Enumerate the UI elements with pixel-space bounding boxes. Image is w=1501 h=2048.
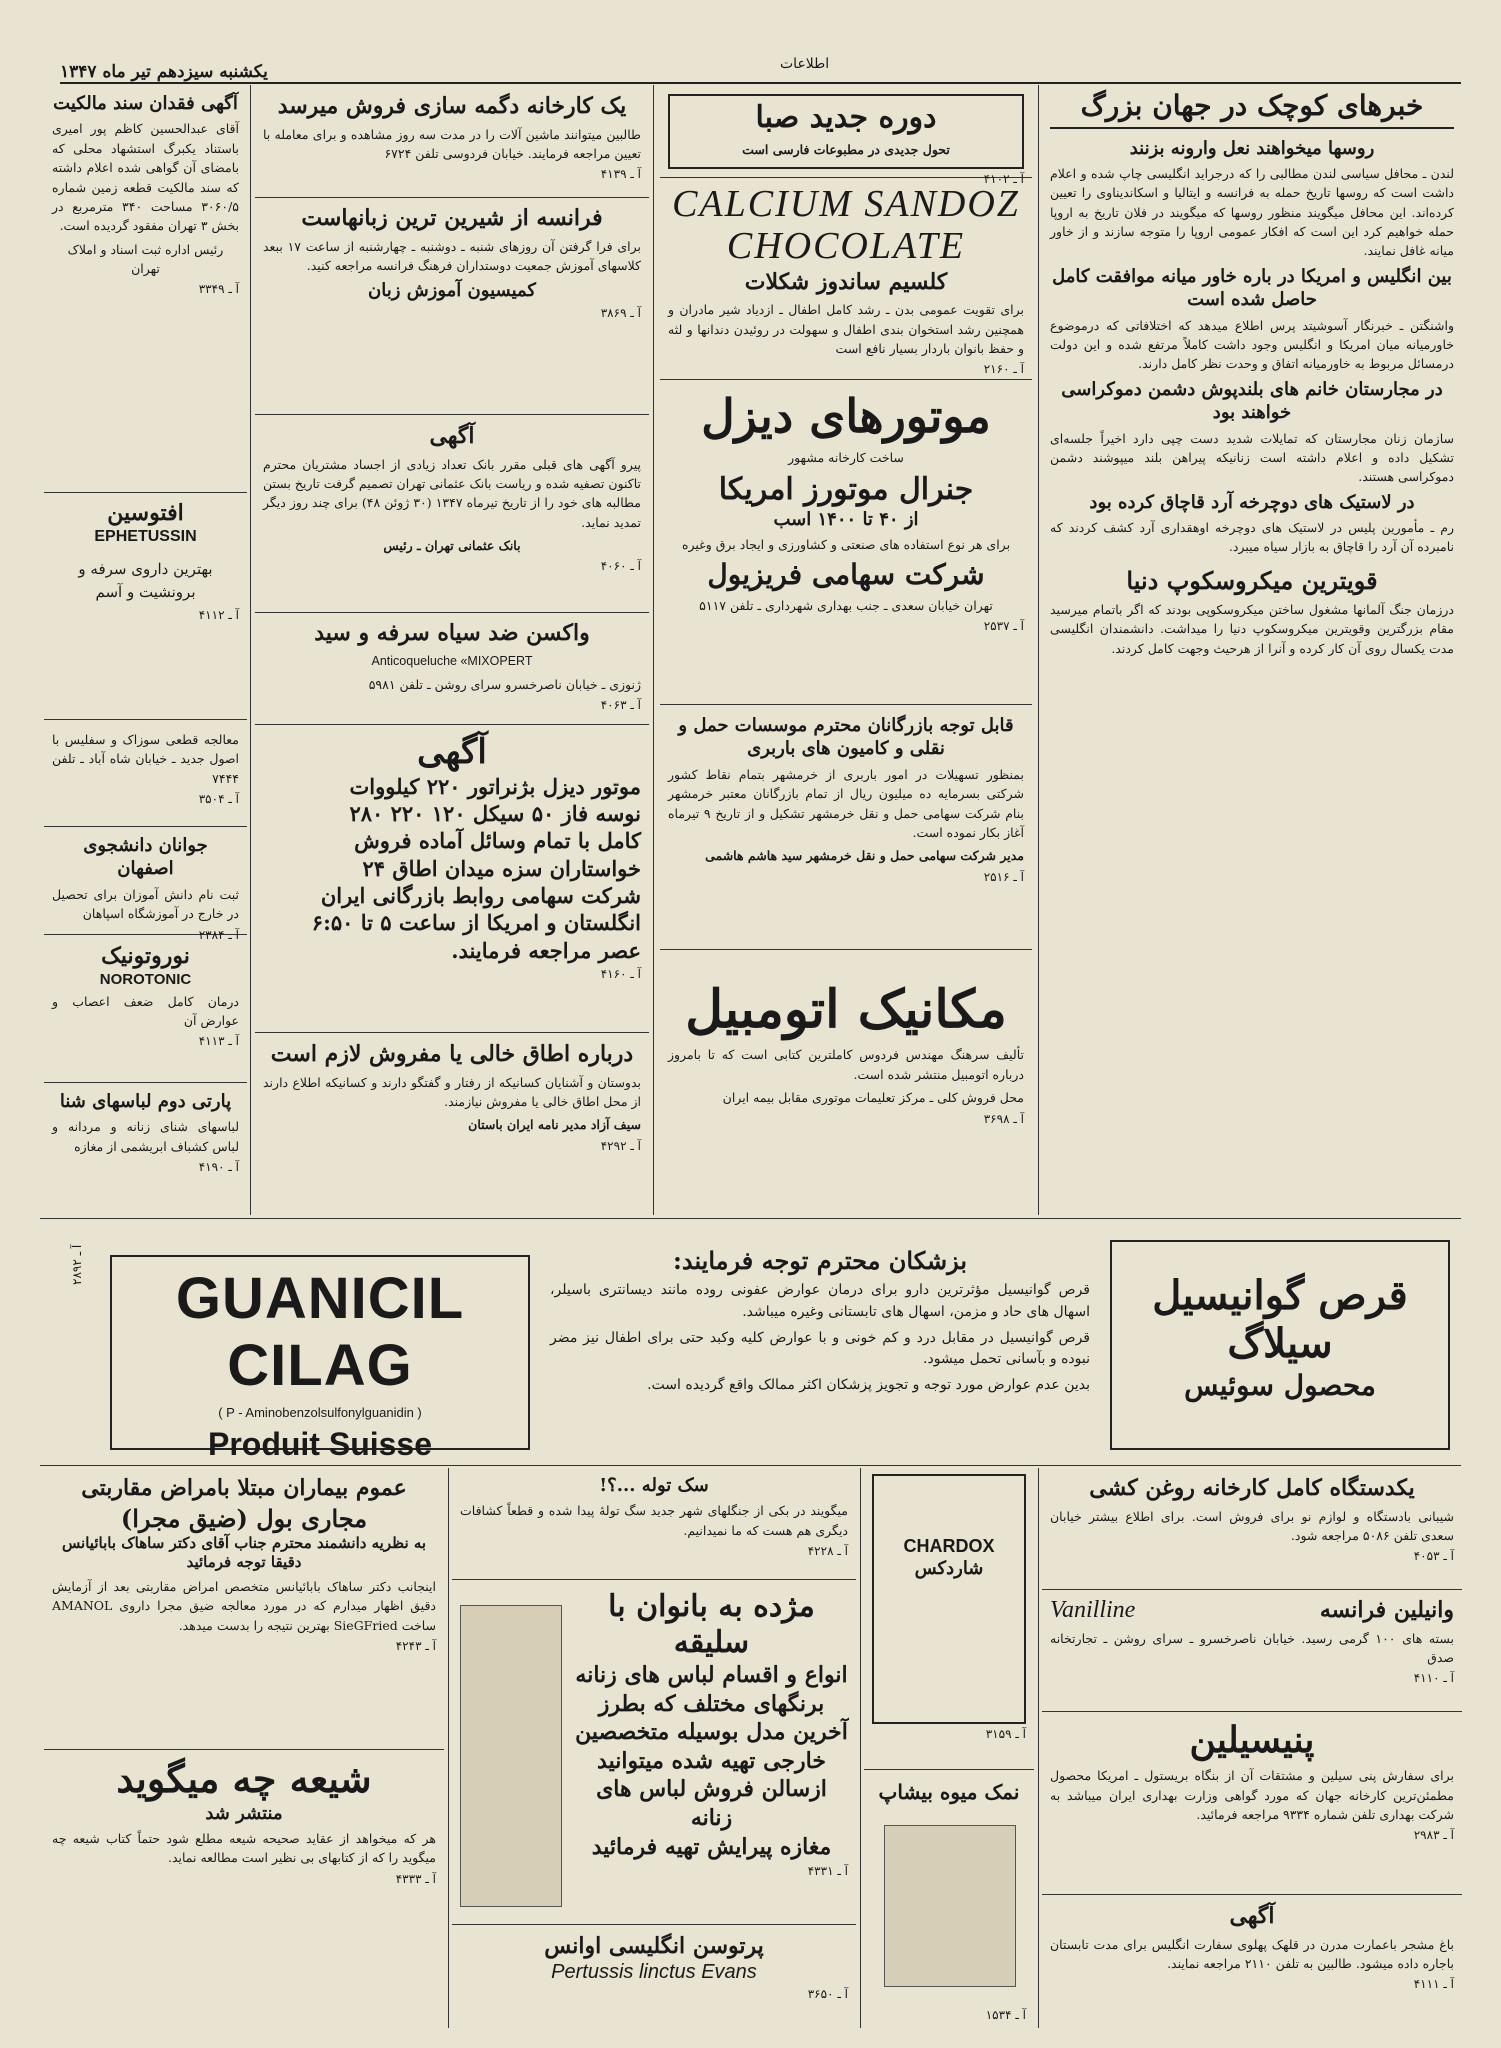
guanicil-notice: بزشکان محترم توجه فرمایند: bbox=[672, 1246, 968, 1275]
ad-code: آ ـ ۴۱۰۲ bbox=[983, 172, 1024, 187]
column-rule bbox=[1038, 1468, 1039, 2028]
ad-code: آ ـ ۳۵۰۴ bbox=[198, 792, 239, 807]
guanicil-persian-brand: قرص گوانیسیل سیلاگ bbox=[1152, 1272, 1408, 1367]
news-column-title: خبرهای کوچک در جهان بزرگ bbox=[1050, 89, 1454, 129]
generator-line-4: خواستاران سزه میدان اطاق ۲۴ bbox=[362, 855, 641, 881]
saba-subtitle: تحول جدیدی در مطبوعات فارسی است bbox=[742, 142, 950, 157]
garden-rent-ad bbox=[1042, 1898, 1462, 2028]
ad-code: آ ـ ۴۲۴۳ bbox=[395, 1638, 436, 1653]
ephetussin-latin: EPHETUSSIN bbox=[94, 527, 197, 545]
fruit-salt-bottle-image bbox=[884, 1825, 1016, 1987]
vanilla-header bbox=[1050, 1596, 1454, 1625]
guanicil-latin-subtitle: ( P - Aminobenzolsulfonylguanidin ) bbox=[218, 1405, 422, 1420]
swimwear-body: لباسهای شنای زنانه و مردانه و لباس کشباف ابریشمی از مغازه bbox=[52, 1119, 239, 1154]
shia-code-row bbox=[52, 1872, 436, 1886]
generator-code-row bbox=[263, 967, 641, 981]
transport-code-row bbox=[668, 870, 1024, 884]
dress-text-block bbox=[575, 1589, 848, 1878]
section-rule bbox=[40, 1218, 1461, 1219]
button-factory-code-row bbox=[263, 167, 641, 181]
swimwear-title: پارتی دوم لباسهای شنا bbox=[59, 1091, 232, 1112]
button-factory-ad bbox=[255, 88, 649, 198]
ad-code: آ ـ ۲۹۸۳ bbox=[1413, 1828, 1454, 1843]
pertussin-code-row bbox=[460, 1987, 848, 2001]
vanilla-persian: وانیلین فرانسه bbox=[1319, 1597, 1454, 1623]
transport-body: بمنظور تسهیلات در امور باربری از خرمشهر بتمام نقاط کشور شرکتی بسرمایه ده میلیون ریال از تمام بازرگانان معتبر خرمشهر بنام شرکت سهامی حمل و نقل خرمشهر تشکیل و از تاریخ ۹ تیرماه آغاز بکار نموده است. bbox=[668, 766, 1024, 840]
french-class-ad bbox=[255, 200, 649, 415]
room-wanted-title: درباره اطاق خالی یا مفروش لازم است bbox=[270, 1041, 634, 1067]
room-wanted-ad bbox=[255, 1036, 649, 1214]
generator-line-5: شرکت سهامی روابط بازرگانی ایران bbox=[320, 882, 641, 908]
puppy-title: سک توله ...؟! bbox=[599, 1475, 709, 1496]
clinic-body: معالجه قطعی سوزاک و سفلیس با اصول جدید ـ خیابان شاه آباد ـ تلفن ۷۴۴۴ bbox=[52, 732, 239, 786]
room-wanted-signature: سیف آزاد مدیر نامه ایران باستان bbox=[468, 1117, 641, 1133]
column-rule bbox=[448, 1468, 449, 2028]
isfahan-youth-title: جوانان دانشجوی اصفهان bbox=[83, 835, 208, 880]
transport-signature: مدیر شرکت سهامی حمل و نقل خرمشهر سید هاشم هاشمی bbox=[705, 848, 1024, 864]
masthead-bar bbox=[60, 52, 1461, 84]
news-body-3: سازمان زنان مجارستان که تمایلات شدید دست چپی دارد اخیراً جلسه‌ای تشکیل داده و اعلام داشته است زنانیکه پیراهن بلند میپوشند دشمن دموکراسی هستند. bbox=[1050, 430, 1454, 485]
garden-rent-body: باغ مشجر باعمارت مدرن در قلهک پهلوی سفارت انگلیس برای مدت تابستان باجاره داده میشود. طالبین به تلفن ۲۱۱۰ مراجعه نمایند. bbox=[1050, 1936, 1454, 1971]
ad-code: آ ـ ۳۶۵۰ bbox=[807, 1986, 848, 2001]
puppy-notice bbox=[452, 1470, 856, 1580]
vanilla-body: بسته های ۱۰۰ گرمی رسید. خیابان ناصرخسرو ـ سرای روشن ـ تجارتخانه صدق bbox=[1050, 1630, 1454, 1665]
vaccine-code-row bbox=[263, 698, 641, 712]
room-wanted-code-row bbox=[263, 1139, 641, 1153]
news-column bbox=[1042, 85, 1462, 1215]
news-headline-5: قویترین میکروسکوپ دنیا bbox=[1126, 565, 1378, 595]
mechanic-title: مکانیک اتومبیل bbox=[685, 979, 1007, 1040]
ad-code: آ ـ ۴۱۳۹ bbox=[600, 167, 641, 182]
guanicil-persian-box bbox=[1110, 1240, 1450, 1450]
ad-code: آ ـ ۴۰۶۳ bbox=[600, 698, 641, 713]
shia-title: شیعه چه میگوید bbox=[116, 1756, 372, 1801]
ad-code: آ ـ ۴۰۶۰ bbox=[600, 559, 641, 574]
column-rule bbox=[250, 85, 251, 1215]
dress-line-3: آخرین مدل بوسیله متخصصین bbox=[575, 1719, 848, 1746]
bank-notice-code-row bbox=[263, 559, 641, 573]
section-rule bbox=[40, 1465, 1461, 1466]
puppy-body: میگویند در بکی از جنگلهای شهر جدید سگ تولهٔ پیدا شده و قطعاً کشافات دیگری هم هست که ما نمیدانیم. bbox=[460, 1503, 848, 1538]
ad-code: آ ـ ۳۶۹۸ bbox=[983, 1111, 1024, 1126]
guanicil-latin-box bbox=[110, 1255, 530, 1462]
norotonic-latin: NOROTONIC bbox=[99, 970, 192, 988]
swimwear-code-row bbox=[52, 1160, 239, 1174]
woman-illustration bbox=[460, 1605, 562, 1907]
bank-notice-ad bbox=[255, 418, 649, 613]
dress-code-row bbox=[575, 1864, 848, 1878]
guanicil-text-2: قرص گوانیسیل در مقابل درد و کم خونی و با عوارض کلیه وکبد حتی برای اطفال نیز مضر نبوده و بآسانی تحمل میشود. bbox=[550, 1329, 1090, 1368]
button-factory-body: طالبین میتوانند ماشین آلات را در مدت سه روز مشاهده و برای معامله با تعیین مراجعه فرمایند. خیابان فردوسی تلفن ۶۷۲۴ bbox=[263, 126, 641, 161]
vanilla-ad bbox=[1042, 1592, 1462, 1712]
ad-code: آ ـ ۲۳۸۴ bbox=[198, 927, 239, 942]
ad-code: آ ـ ۴۳۳۳ bbox=[395, 1871, 436, 1886]
ad-code: آ ـ ۲۵۱۶ bbox=[983, 869, 1024, 884]
norotonic-persian: نوروتونیک bbox=[101, 943, 190, 969]
guanicil-text-3: بدین عدم عوارض مورد توجه و تجویز پزشکان اکثر ممالک واقع گردیده است. bbox=[647, 1376, 1090, 1393]
diesel-company: شرکت سهامی فریزیول bbox=[707, 558, 985, 592]
generator-line-2: نوسه فاز ۵۰ سیکل ۱۲۰ ۲۲۰ ۲۸۰ bbox=[349, 801, 641, 827]
saba-ad bbox=[660, 90, 1032, 187]
news-body-5: درزمان جنگ آلمانها مشغول ساختن میکروسکوپی بودند که اگر باتمام میرسید مقام بزرگترین وقویترین میکروسکوپ دنیا را میداشت. دانشمندان انگلیسی مدت یکسال روی آن کار کرده و آنرا از هرحیث وجهت کامل کردند. bbox=[1050, 602, 1454, 656]
guanicil-text-1: قرص گوانیسیل مؤثرترین دارو برای درمان عوارض عفونی روده مانند دیسانتری باسیلر، اسهال های حاد و مزمن، اسهال های تابستانی وغیره میباشد. bbox=[550, 1282, 1090, 1320]
amanol-body: اینجانب دکتر ساهاک بابائیانس متخصص امراض مقاربتی بعد از آزمایش دقیق اظهار میدارم که در مورد معالجه ضیق مجرا داروی AMANOL ساخت SieGFried بهترین نتیجه را بدست میدهد. bbox=[52, 1578, 436, 1633]
mechanic-body: تألیف سرهنگ مهندس فردوس کاملترین کتابی است که تا بامروز درباره اتومبیل منتشر شده است. bbox=[668, 1047, 1024, 1082]
french-title: فرانسه از شیرین ترین زبانهاست bbox=[301, 205, 603, 231]
ad-code: آ ـ ۱۵۳۴ bbox=[985, 2008, 1026, 2022]
dress-line-6: مغازه پیرایش تهیه فرمائید bbox=[591, 1833, 832, 1860]
dress-title: مژده به بانوان با سلیقه bbox=[608, 1589, 815, 1660]
ad-code: آ ـ ۴۰۵۳ bbox=[1413, 1549, 1454, 1564]
pertussin-latin: Pertussis linctus Evans bbox=[551, 1960, 757, 1983]
saba-frame bbox=[668, 94, 1024, 169]
news-headline-4: در لاستیک های دوچرخه آرد قاچاق کرده بود bbox=[1089, 491, 1415, 513]
calcium-code-row bbox=[668, 362, 1024, 376]
ad-code: آ ـ ۳۳۴۹ bbox=[198, 282, 239, 297]
lost-deed-signature: رئیس اداره ثبت اسناد و املاک تهران bbox=[67, 241, 224, 277]
penicillin-ad bbox=[1042, 1715, 1462, 1895]
mechanic-sales: محل فروش کلی ـ مرکز تعلیمات موتوری مقابل بیمه ایران bbox=[722, 1090, 1024, 1106]
fruit-salt-ad bbox=[864, 1775, 1034, 2028]
amanol-code-row bbox=[52, 1639, 436, 1653]
norotonic-body: درمان کامل ضعف اعصاب و عوارض آن bbox=[52, 993, 239, 1028]
vanilla-latin: Vanilline bbox=[1050, 1596, 1136, 1623]
oil-press-ad bbox=[1042, 1470, 1462, 1590]
ad-code: آ ـ ۴۱۶۰ bbox=[600, 966, 641, 981]
ephetussin-code-row bbox=[52, 608, 239, 622]
mechanic-code-row bbox=[668, 1112, 1024, 1126]
ad-code: آ ـ ۴۲۲۸ bbox=[807, 1544, 848, 1559]
ad-code: آ ـ ۴۳۳۱ bbox=[807, 1864, 848, 1879]
guanicil-latin-title: GUANICIL CILAG bbox=[175, 1266, 465, 1398]
issue-date: یکشنبه سیزدهم تیر ماه ۱۳۴۷ bbox=[60, 62, 268, 82]
amanol-notice: به نظریه دانشمند محترم جناب آقای دکتر ساهاک بابائیانس دقیقا توجه فرمائید bbox=[61, 1533, 427, 1572]
chardox-latin: CHARDOX bbox=[903, 1536, 995, 1556]
dress-line-4: خارجی تهیه شده میتوانید bbox=[597, 1747, 826, 1774]
bank-notice-signature: بانک عثمانی تهران ـ رئیس bbox=[383, 538, 521, 554]
isfahan-youth-ad bbox=[44, 830, 247, 942]
diesel-code-row bbox=[668, 619, 1024, 633]
chardox-code-row bbox=[872, 1727, 1026, 1741]
column-rule bbox=[1038, 85, 1039, 1215]
button-factory-title: یک کارخانه دگمه سازی فروش میرسد bbox=[277, 93, 627, 119]
diesel-maker: ساخت کارخانه مشهور bbox=[788, 450, 904, 466]
ad-code: آ ـ ۲۵۳۷ bbox=[983, 619, 1024, 634]
guanicil-product-swiss: Produit Suisse bbox=[207, 1426, 433, 1462]
oil-press-body: شیبانی بادستگاه و لوازم نو برای فروش است. برای اطلاع بیشتر خیابان سعدی تلفن ۵۰۸۶ مراجعه شود. bbox=[1050, 1508, 1454, 1543]
ephetussin-ad bbox=[44, 495, 247, 720]
ad-code: آ ـ ۴۱۱۰ bbox=[1413, 1671, 1454, 1686]
swimwear-ad bbox=[44, 1086, 247, 1214]
diesel-ad bbox=[660, 385, 1032, 705]
calcium-persian-name: کلسیم ساندوز شکلات bbox=[744, 268, 948, 295]
penicillin-code-row bbox=[1050, 1828, 1454, 1842]
column-rule bbox=[653, 85, 654, 1215]
generator-line-6: انگلستان و امریکا از ساعت ۵ تا ۶:۵۰ bbox=[311, 910, 641, 936]
lost-deed-ad bbox=[44, 88, 247, 493]
pertussin-persian: پرتوسن انگلیسی اوانس bbox=[544, 1933, 764, 1959]
vaccine-title: واکسن ضد سیاه سرفه و سید bbox=[314, 620, 590, 646]
penicillin-body: برای سفارش پنی سیلین و مشتقات آن از بنگاه بریستول ـ امریکا محصول مطمئن‌ترین کارخانه جهان که مورد گواهی وزارت بهداری ایران میباشد به شرکت بهداری تلفن شماره ۹۳۳۴ مراجعه فرمائید. bbox=[1050, 1768, 1454, 1822]
transport-title: قابل توجه بازرگانان محترم موسسات حمل و نقلی و کامیون های باربری bbox=[678, 715, 1014, 760]
calcium-description: برای تقویت عمومی بدن ـ رشد کامل اطفال ـ ازدیاد شیر مادران و همچنین رشد استخوان بندی اطفال و سهولت در روئیدن دندانها و لثه و حفظ بانوان باردار بسیار نافع است bbox=[668, 302, 1024, 356]
guanicil-persian-text bbox=[550, 1245, 1090, 1445]
generator-line-7: عصر مراجعه فرمایند. bbox=[451, 937, 641, 963]
dress-line-5: ازسالن فروش لباس های زنانه bbox=[596, 1776, 827, 1831]
ad-code: آ ـ ۳۱۵۹ bbox=[985, 1727, 1026, 1741]
fruit-salt-code-row bbox=[872, 2008, 1026, 2022]
shia-body: هر که میخواهد از عقاید صحیحه شیعه مطلع شود حتماً کتاب شیعه چه میگوید را که از کتابهای بی نظیر است مطالعه نماید. bbox=[52, 1830, 436, 1866]
amanol-title: عموم بیماران مبتلا بامراض مقاربتی bbox=[81, 1475, 407, 1501]
puppy-code-row bbox=[460, 1544, 848, 1558]
oil-press-title: یکدستگاه کامل کارخانه روغن کشی bbox=[1089, 1475, 1415, 1501]
garden-rent-title: آگهی bbox=[1229, 1903, 1275, 1929]
isfahan-youth-body: ثبت نام دانش آموزان برای تحصیل در خارج در آموزشگاه اسپاهان bbox=[52, 886, 239, 922]
bank-notice-body: پیرو آگهی های قبلی مقرر بانک تعداد زیادی از اجساد مشتریان محترم تاکنون تصفیه شده و ریاست بانک عثمانی تهران تصمیم گرفت تاریخ بستن مطالبه های خود را از تاریخ تیرماه ۱۳۴۷ (۳۰ ژوئن ۴۸) برای چند روز دیگر تمدید نماید. bbox=[263, 456, 641, 530]
dress-ad bbox=[452, 1585, 856, 1925]
news-body-4: رم ـ مأمورین پلیس در لاستیک های دوچرخه اوهقداری آرد کشف کردند که نامبرده آن آرد را قاچاق به بازار سیاه میبرد. bbox=[1050, 520, 1454, 555]
generator-heading: آگهی bbox=[417, 732, 487, 772]
norotonic-ad bbox=[44, 938, 247, 1083]
dress-line-1: انواع و اقسام لباس های زنانه bbox=[575, 1662, 848, 1688]
diesel-range: از ۴۰ تا ۱۴۰۰ اسب bbox=[773, 508, 919, 530]
vanilla-code-row bbox=[1050, 1671, 1454, 1685]
diesel-use: برای هر نوع استفاده های صنعتی و کشاورزی و ایجاد برق وغیره bbox=[681, 536, 1011, 552]
clinic-ad bbox=[44, 722, 247, 827]
diesel-title: موتورهای دیزل bbox=[701, 389, 991, 443]
pertussin-ad bbox=[452, 1928, 856, 2028]
guanicil-ad bbox=[60, 1225, 1460, 1460]
diesel-brand: جنرال موتورز امریکا bbox=[718, 471, 974, 507]
amanol-ad bbox=[44, 1470, 444, 1750]
generator-ad bbox=[255, 728, 649, 1033]
bank-notice-title: آگهی bbox=[429, 423, 475, 449]
shia-published: منتشر شد bbox=[205, 1802, 283, 1824]
ad-code: آ ـ ۳۸۶۹ bbox=[600, 305, 641, 320]
ephetussin-persian: افتوسین bbox=[107, 500, 184, 526]
generator-line-1: موتور دیزل بژنراتور ۲۲۰ کیلووات bbox=[349, 773, 641, 799]
lost-deed-title: آگهی فقدان سند مالکیت bbox=[53, 93, 238, 114]
transport-ad bbox=[660, 710, 1032, 950]
penicillin-title: پنیسیلین bbox=[1189, 1719, 1315, 1761]
chardox-frame bbox=[872, 1474, 1026, 1724]
shia-book-ad bbox=[44, 1752, 444, 2028]
oil-press-code-row bbox=[1050, 1549, 1454, 1563]
page-header-center: اطلاعات bbox=[780, 56, 830, 72]
dress-line-2: برنگهای مختلف که بطرز bbox=[598, 1690, 825, 1717]
calcium-ad bbox=[660, 180, 1032, 380]
garden-rent-code-row bbox=[1050, 1977, 1454, 1991]
room-wanted-body: بدوستان و آشنایان کسانیکه از رفتار و گفتگو دارند و کسانیکه اطلاع دارند از محل اطاق خالی یا مفروش نیازمند. bbox=[263, 1074, 641, 1109]
mechanic-book-ad bbox=[660, 955, 1032, 1215]
french-signature: کمیسیون آموزش زبان bbox=[368, 280, 536, 302]
ad-code: آ ـ ۴۱۱۳ bbox=[198, 1034, 239, 1049]
ad-code: آ ـ ۴۱۹۰ bbox=[198, 1160, 239, 1175]
calcium-latin-line1: CALCIUM SANDOZ bbox=[672, 183, 1020, 225]
clinic-code-row bbox=[52, 792, 239, 806]
french-code-row bbox=[263, 306, 641, 320]
ad-code: آ ـ ۴۲۹۲ bbox=[600, 1138, 641, 1153]
generator-line-3: کامل با تمام وسائل آماده فروش bbox=[354, 828, 641, 854]
vaccine-address: ژنوزی ـ خیابان ناصرخسرو سرای روشن ـ تلفن ۵۹۸۱ bbox=[368, 676, 641, 692]
ad-code: آ ـ ۴۱۱۲ bbox=[198, 608, 239, 623]
amanol-subtitle: مجاری بول (ضیق مجرا) bbox=[120, 1503, 368, 1533]
french-body: برای فرا گرفتن آن روزهای شنبه ـ دوشنبه ـ چهارشنبه از ساعت ۱۷ ببعد کلاسهای آموزش جمعیت دوستداران فرهنگ فرانسه مراجعه کنید. bbox=[263, 238, 641, 273]
saba-title: دوره جدید صبا bbox=[755, 100, 937, 135]
fruit-salt-title: نمک میوه بیشاپ bbox=[878, 1780, 1020, 1804]
calcium-latin-line2: CHOCOLATE bbox=[726, 224, 966, 267]
vaccine-ad bbox=[255, 615, 649, 725]
news-headline-3: در مجارستان خانم های بلندپوش دشمن دموکراسی خواهند بود bbox=[1061, 378, 1443, 424]
news-headline-1: روسها میخواهند نعل وارونه بزنند bbox=[1129, 137, 1375, 159]
lost-deed-body: آقای عبدالحسین کاظم پور امیری باستناد یکبرگ استشهاد محلی که بامضای آن گواهی شده اعلام داشته که سند مالکیت قطعه زمین شماره ۳۰۶۰/۵ مساحت ۳۴۰ مترمربع در بخش ۳ تهران مفقود گردیده است. bbox=[52, 121, 239, 234]
vaccine-latin: Anticoqueluche «MIXOPERT bbox=[371, 653, 533, 668]
chardox-persian: شاردکس bbox=[914, 1558, 984, 1579]
news-body-1: لندن ـ محافل سیاسی لندن مطالبی را که درجراید انگلیسی چاپ شده و اعلام داشت است که روسها تاریخ حمله به فرانسه و ایتالیا و اسکاندیناوی را تعیین کرده‌اند. این محافل میگویند منظور روسها که میگویند در فلان تاریخ به اروپا حمله خواهیم کرد این است که افکار عمومی اروپا را متوجه سازند و از خاور میانه غافل نمایند. bbox=[1050, 165, 1454, 259]
ephetussin-body: بهترین داروی سرفه و برونشیت و آسم bbox=[78, 559, 213, 601]
diesel-address: تهران خیابان سعدی ـ جنب بهداری شهرداری ـ تلفن ۵۱۱۷ bbox=[699, 597, 993, 613]
chardox-ad bbox=[864, 1470, 1034, 1770]
news-body-2: واشنگتن ـ خبرنگار آسوشیتد پرس اطلاع میدهد که اختلافاتی که درموضوع خاورمیانه میان امریکا و انگلیس وجود داشت کاملاً مرتفع شده و این دولت درمسائل مربوط به خاورمیانه اتفاق و وحدت نظر کامل دارند. bbox=[1050, 317, 1454, 372]
guanicil-code: آ ـ ۲۸۹۲ bbox=[70, 1244, 84, 1285]
lost-deed-code-row bbox=[52, 282, 239, 296]
norotonic-code-row bbox=[52, 1034, 239, 1048]
column-rule bbox=[860, 1468, 861, 2028]
ad-code: آ ـ ۲۱۶۰ bbox=[983, 362, 1024, 377]
news-headline-2: بین انگلیس و امریکا در باره خاور میانه موافقت کامل حاصل شده است bbox=[1052, 265, 1452, 311]
ad-code: آ ـ ۴۱۱۱ bbox=[1413, 1977, 1454, 1992]
guanicil-persian-swiss: محصول سوئیس bbox=[1184, 1369, 1376, 1402]
